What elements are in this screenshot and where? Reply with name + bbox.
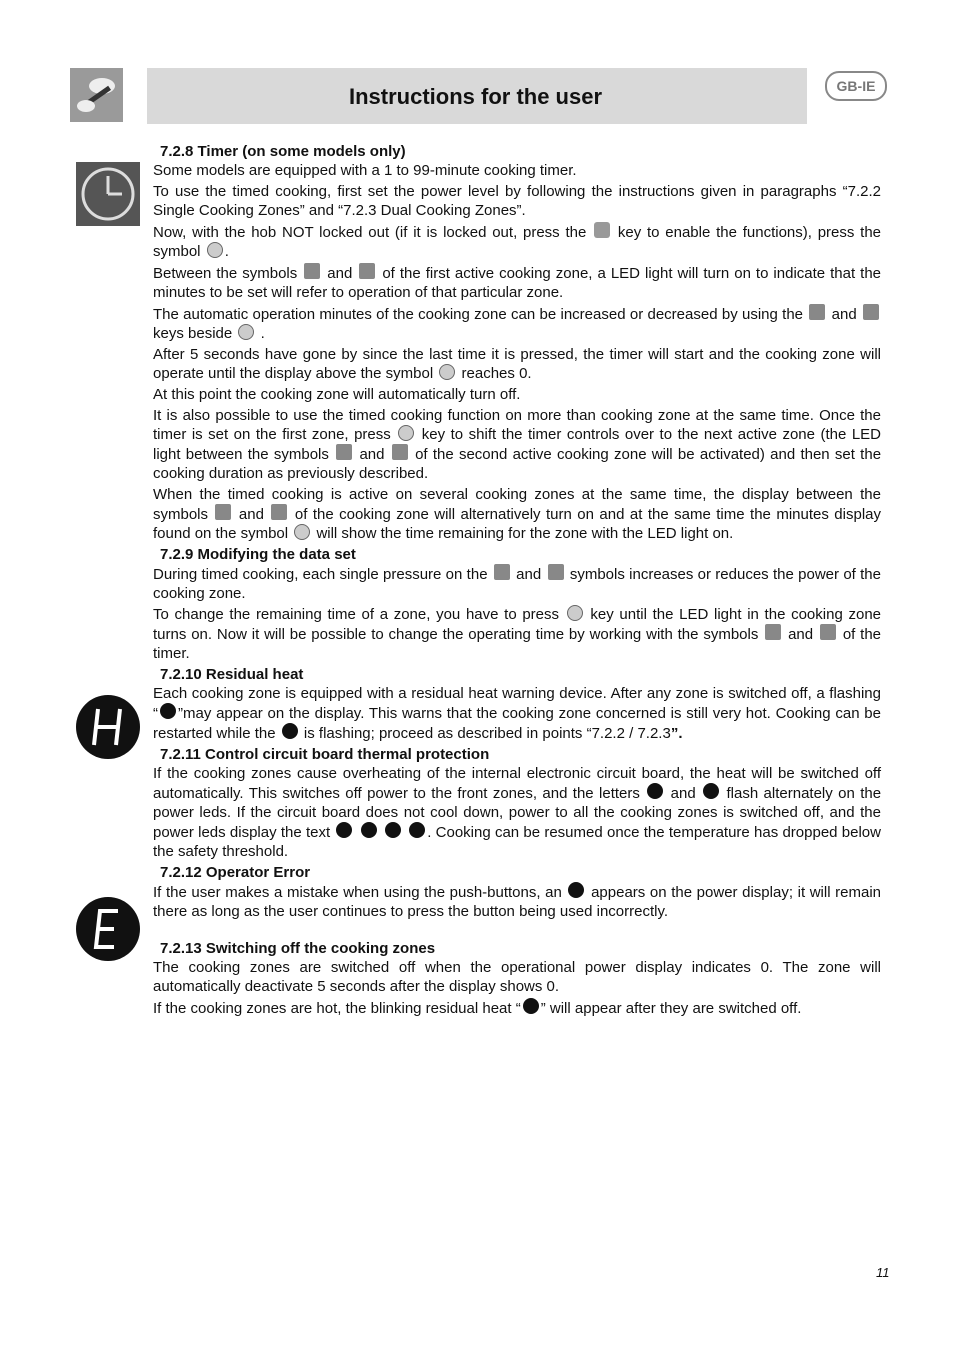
section-heading: 7.2.12 Operator Error: [160, 864, 311, 881]
paragraph: Some models are equipped with a 1 to 99-minute cooking timer.: [153, 162, 577, 179]
text: ”may appear on the display. This warns that the cooking zone concerned is still very hot. Cooking can be restarted while the: [153, 705, 881, 742]
paragraph: The cooking zones are switched off when the operational power display indicates 0. The zone will automatically deactivate 5 seconds after the display shows 0.: [153, 959, 881, 995]
text: of the cooking zone will alternatively turn on and at the same time the minutes display found on the symbol: [153, 506, 882, 542]
lock-key-icon: [594, 222, 610, 238]
plus-icon: [215, 504, 231, 520]
paragraph: [153, 882, 881, 921]
plus-icon: [809, 304, 825, 320]
timer-symbol-icon: [398, 425, 414, 441]
timer-symbol-icon: [439, 364, 455, 380]
plus-icon: [336, 444, 352, 460]
text: If the cooking zones cause overheating of the internal electronic circuit board, the heat will be switched off automatically. This switches off power to the front zones, and the letters: [153, 765, 881, 802]
minus-icon: [359, 263, 375, 279]
text: If the cooking zones are hot, the blinking residual heat “: [153, 1000, 521, 1017]
timer-symbol-icon: [238, 324, 254, 340]
paragraph: To use the timed cooking, first set the power level by following the instructions given in paragraphs “7.2.2 Single Cooking Zones” and “7.2.3 Dual Cooking Zones”.: [153, 183, 881, 219]
text: and: [359, 446, 385, 463]
minus-icon: [548, 564, 564, 580]
plus-icon: [304, 263, 320, 279]
paragraph: [153, 304, 881, 343]
residual-heat-h-icon: [76, 695, 140, 759]
text: key to enable the functions), press the symbol: [153, 224, 882, 260]
text: key until the LED light in the cooking zone turns on. Now it will be possible to change the operating time by working with the symbols: [153, 606, 881, 643]
timer-symbol-icon: [294, 524, 310, 540]
minus-icon: [271, 504, 287, 520]
h-symbol-icon: [160, 703, 176, 719]
text: .: [224, 243, 229, 260]
text: Between the symbols: [153, 265, 298, 282]
text: will show the time remaining for the zone with the LED light on.: [316, 525, 734, 542]
section-heading: 7.2.9 Modifying the data set: [160, 546, 356, 563]
paragraph: [153, 406, 881, 483]
paragraph: [153, 485, 881, 543]
text: . Cooking can be resumed once the temperature has dropped below the safety threshold.: [153, 824, 881, 860]
section-heading: 7.2.11 Control circuit board thermal protection: [160, 746, 490, 763]
text: and: [327, 265, 353, 282]
operator-error-e-icon: [76, 897, 140, 961]
minus-icon: [863, 304, 879, 320]
e-symbol-icon: [568, 882, 584, 898]
h-symbol-icon: [282, 723, 298, 739]
h-symbol-icon: [523, 998, 539, 1014]
page-header: [147, 68, 807, 124]
text: When the timed cooking is active on several cooking zones at the same time, the display between the symbols: [153, 486, 881, 523]
paragraph: [153, 345, 881, 383]
page-title: Instructions for the user: [349, 84, 603, 109]
t-symbol-icon: [385, 822, 401, 838]
text: To change the remaining time of a zone, you have to press: [153, 606, 560, 623]
text: flash alternately on the power leds. If the circuit board does not cool down, power to all the cooking zones is switched off, and the power leds display the text: [153, 785, 882, 841]
h-symbol-icon: [647, 783, 663, 799]
text: symbols increases or reduces the power of the cooking zone.: [153, 566, 881, 602]
paragraph: [153, 263, 881, 302]
chef-logo-icon: [70, 68, 123, 122]
text: and: [788, 626, 814, 643]
text: of the timer.: [153, 626, 882, 662]
timer-symbol-icon: [207, 242, 223, 258]
text: and: [670, 785, 696, 802]
text: and: [516, 566, 542, 583]
timer-symbol-icon: [567, 605, 583, 621]
paragraph: At this point the cooking zone will automatically turn off.: [153, 386, 521, 403]
timer-clock-icon: [76, 162, 140, 226]
text: keys beside: [153, 325, 233, 342]
paragraph: [153, 222, 881, 261]
paragraph: [153, 684, 881, 743]
page-number: 11: [876, 1265, 890, 1280]
text: Now, with the hob NOT locked out (if it is locked out, press the: [153, 224, 587, 241]
paragraph: [153, 998, 881, 1018]
text: The automatic operation minutes of the cooking zone can be increased or decreased by using the: [153, 306, 804, 323]
text: reaches 0.: [461, 365, 532, 382]
text: During timed cooking, each single pressure on the: [153, 566, 488, 583]
text: Each cooking zone is equipped with a residual heat warning device. After any zone is switched off, a flashing “: [153, 685, 881, 722]
section-heading: 7.2.8 Timer (on some models only): [160, 143, 406, 160]
region-badge: GB-IE: [825, 71, 887, 101]
text: .: [260, 325, 265, 342]
text: and: [831, 306, 857, 323]
section-heading: 7.2.13 Switching off the cooking zones: [160, 940, 436, 957]
text: appears on the power display; it will remain there as long as the user continues to press the button being used incorrectly.: [153, 884, 882, 920]
h-symbol-icon: [336, 822, 352, 838]
text: After 5 seconds have gone by since the last time it is pressed, the timer will start and the cooking zone will operate until the display above the symbol: [153, 346, 881, 382]
section-heading: 7.2.10 Residual heat: [160, 666, 304, 683]
i-symbol-icon: [361, 822, 377, 838]
text: is flashing; proceed as described in points “7.2.2 / 7.2.3: [303, 725, 671, 742]
e-symbol-icon: [409, 822, 425, 838]
text: of the second active cooking zone will be activated) and then set the cooking duration as previously described.: [153, 446, 882, 482]
text: of the first active cooking zone, a LED light will turn on to indicate that the minutes to be set will refer to operation of that particular zone.: [153, 265, 882, 301]
paragraph: [153, 605, 881, 663]
text: and: [238, 506, 264, 523]
text: ”.: [670, 725, 683, 742]
minus-icon: [820, 624, 836, 640]
main-content: [153, 142, 881, 1020]
minus-icon: [392, 444, 408, 460]
paragraph: [153, 764, 881, 861]
text: If the user makes a mistake when using the push-buttons, an: [153, 884, 562, 901]
text: It is also possible to use the timed cooking function on more than cooking zone at the same time. Once the timer is set on the first zone, press: [153, 407, 881, 443]
spacer: [153, 923, 881, 939]
text: key to shift the timer controls over to the next active zone (the LED light between the symbols: [153, 426, 882, 463]
text: ” will appear after they are switched off.: [540, 1000, 802, 1017]
t-symbol-icon: [703, 783, 719, 799]
plus-icon: [765, 624, 781, 640]
paragraph: [153, 564, 881, 603]
plus-icon: [494, 564, 510, 580]
